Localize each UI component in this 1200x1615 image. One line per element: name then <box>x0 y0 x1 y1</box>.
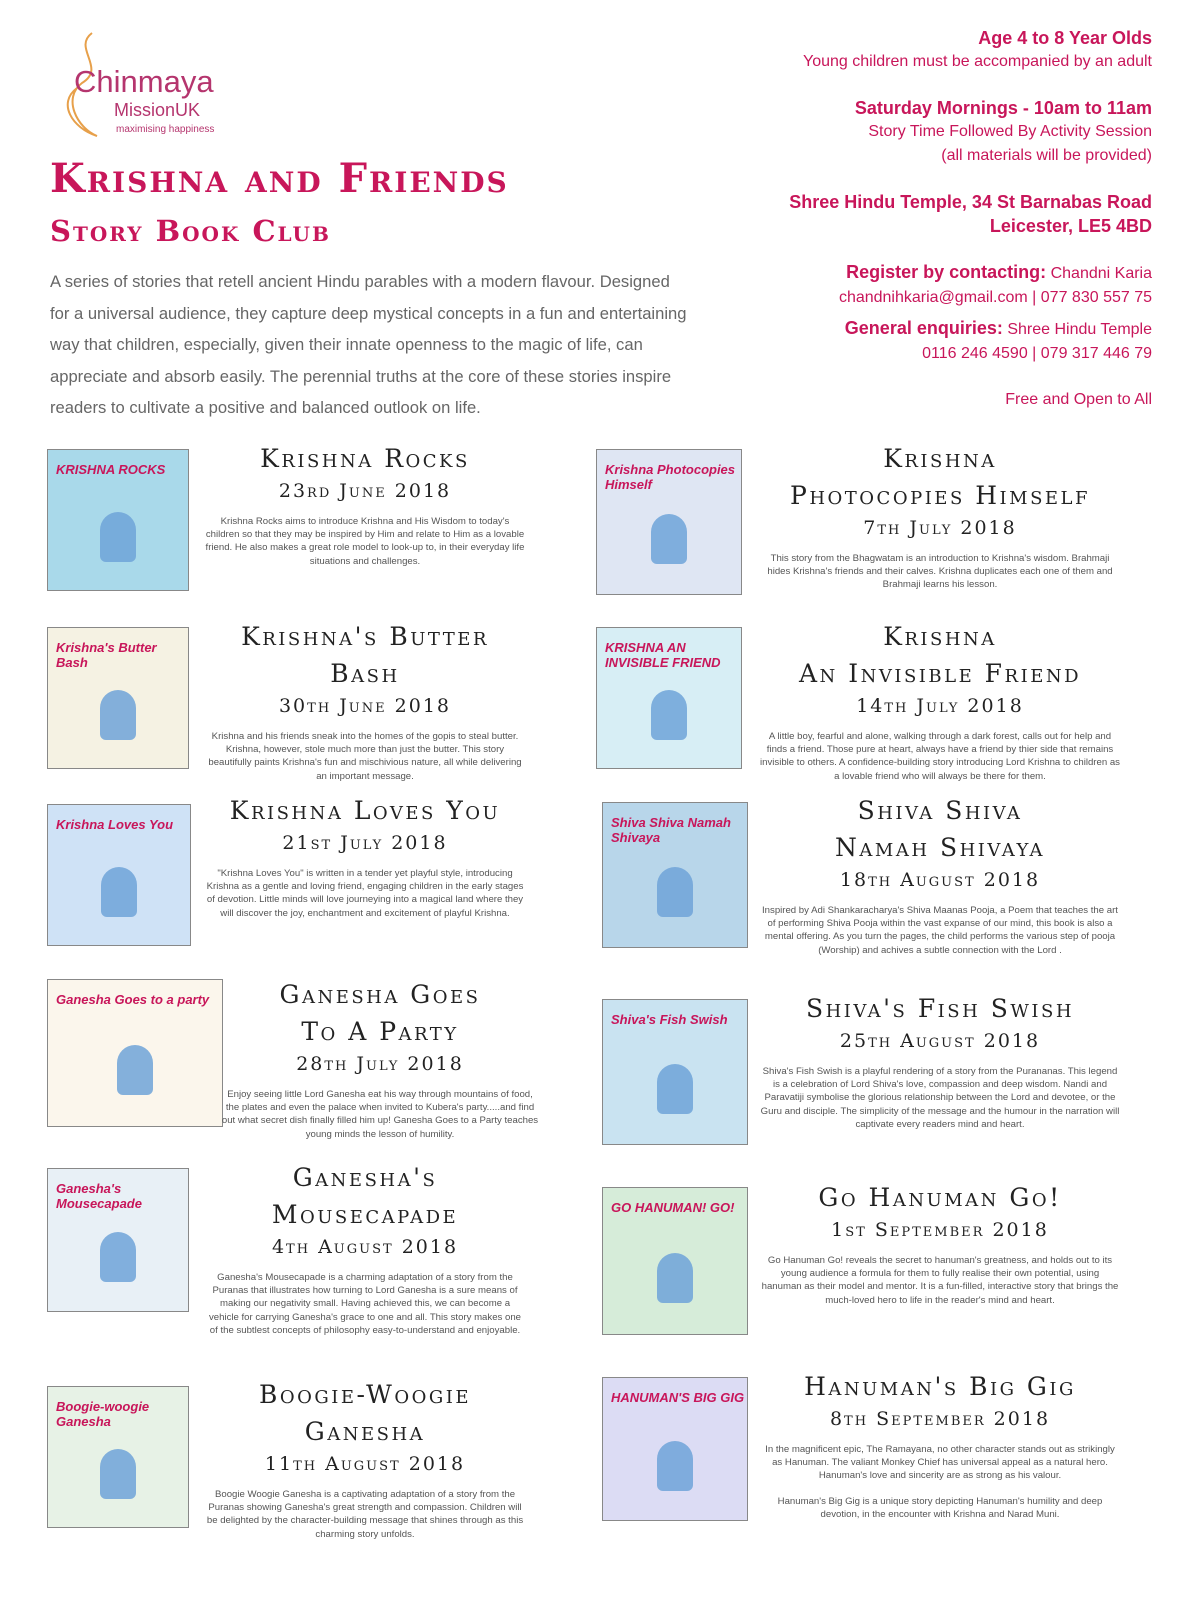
register-label: Register by contacting: <box>846 262 1047 282</box>
book-title: Hanuman's Big Gig <box>804 1372 1076 1401</box>
book-title-line-2: Photocopies Himself <box>790 481 1090 510</box>
book-date: 28th July 2018 <box>296 1053 464 1075</box>
cover-illustration <box>651 690 687 740</box>
book-cover <box>596 627 742 769</box>
book-description: Shiva's Fish Swish is a playful rendering of a story from the Purananas. This legend is a celebration of Lord Shiva's love, compassion and deep wisdom. Nandi and Paravatiji symbolise the glorious relationship between the Lord and devotee, or the Guru and disciple. The simplicity of the message and the humour in the narration will captivate every readers mind and heart. <box>760 1066 1120 1130</box>
chinmaya-logo <box>52 28 272 148</box>
book-cover-title: Shiva Shiva Namah Shivaya <box>611 815 731 845</box>
venue-line-2: Leicester, LE5 4BD <box>989 216 1152 236</box>
intro-paragraph: A series of stories that retell ancient Hindu parables with a modern flavour. Designed for a universal audience, they capture deep mystical concepts in a fun and entertaining way that children, especially, given their innate openness to the magic of life, can appreciate and absorb easily. The perennial truths at the core of these stories inspire readers to cultivate a positive and balanced outlook on life. <box>50 272 687 417</box>
book-cover <box>602 999 748 1145</box>
register-name: Chandni Karia <box>1050 265 1152 282</box>
book-title: Krishna <box>883 444 997 473</box>
book-cover <box>602 1187 748 1335</box>
book-description: "Krishna Loves You" is written in a tender yet playful style, introducing Krishna as a gentle and loving friend, engaging children in the early stages of devotion. Little minds will love journeying into a magical land where they will discover the joy, enchantment and excitement of playful Krishna. <box>206 868 524 919</box>
cover-illustration <box>651 514 687 564</box>
cover-illustration <box>100 512 136 562</box>
book-title: Krishna Rocks <box>260 444 470 473</box>
book-date: 14th July 2018 <box>856 695 1024 717</box>
cover-illustration <box>117 1045 153 1095</box>
book-cover-title: GO HANUMAN! GO! <box>611 1200 735 1215</box>
book-cover-title: HANUMAN'S BIG GIG <box>611 1390 745 1405</box>
book-cover <box>596 449 742 595</box>
book-description: Inspired by Adi Shankaracharya's Shiva Maanas Pooja, a Poem that teaches the art of performing Shiva Pooja within the vast expanse of our mind, this book is also a mental offering. As you turn the pages, the child performs the various step of pooja (Worship) and achives a subtle connection with the Lord . <box>762 905 1118 956</box>
book-entry <box>220 976 540 1141</box>
book-cover <box>47 804 191 946</box>
enquiries-label: General enquiries: <box>844 318 1003 338</box>
enquiries-phone-2: 079 317 446 79 <box>1040 345 1152 362</box>
book-title: Krishna Loves You <box>229 796 501 825</box>
cover-illustration <box>100 690 136 740</box>
book-title: Go Hanuman Go! <box>818 1183 1062 1212</box>
book-description: Krishna and his friends sneak into the homes of the gopis to steal butter. Krishna, however, stole much more than just the butter. This story beautifully paints Krishna's fun and mischivious nature, all while delivering an important message. <box>208 731 522 782</box>
book-date: 7th July 2018 <box>863 517 1017 539</box>
book-cover-title: Ganesha's Mousecapade <box>56 1181 142 1211</box>
book-entry <box>760 1368 1120 1521</box>
cover-illustration <box>657 1253 693 1303</box>
book-entry <box>760 792 1120 957</box>
book-cover <box>47 1168 189 1312</box>
separator: | <box>1032 289 1037 306</box>
book-description: Ganesha's Mousecapade is a charming adaptation of a story from the Puranas that illustrates how turning to Lord Ganesha is a sure means of making our negativity small. Having achieved this, we can become a vehicle for carrying Ganesha's grace to one and all. This story makes one of the subtlest concepts of philosophy easy-to-understand and enjoyable. <box>208 1272 521 1336</box>
cover-illustration <box>101 867 137 917</box>
register-email[interactable]: chandnihkaria@gmail.com <box>838 289 1028 306</box>
session-time: Saturday Mornings - 10am to 11am <box>854 98 1152 118</box>
separator: | <box>1032 345 1037 362</box>
book-description: In the magnificent epic, The Ramayana, no other character stands out as strikingly as Hanuman. The valiant Monkey Chief has universal appeal as a natural hero. Hanuman's love and sincerity are as strong as his valour. <box>765 1444 1115 1482</box>
book-cover <box>47 627 189 769</box>
book-entry <box>205 618 525 783</box>
book-cover-title: Shiva's Fish Swish <box>611 1012 728 1027</box>
book-entry <box>760 990 1120 1131</box>
book-title: Ganesha's <box>292 1163 438 1192</box>
book-title-line-2: An Invisible Friend <box>798 659 1082 688</box>
book-date: 18th August 2018 <box>839 869 1041 891</box>
page-subtitle: Story Book Club <box>50 214 331 248</box>
book-title-line-2: Mousecapade <box>271 1200 459 1229</box>
age-note: Young children must be accompanied by an adult <box>803 53 1152 70</box>
cover-illustration <box>657 1441 693 1491</box>
page-title: Krishna and Friends <box>50 155 509 202</box>
book-cover-title: Krishna Loves You <box>56 817 174 832</box>
book-title: Shiva Shiva <box>857 796 1023 825</box>
book-cover <box>47 1386 189 1528</box>
book-entry <box>205 792 525 920</box>
cover-illustration <box>657 867 693 917</box>
logo-tagline: maximising happiness <box>116 124 215 135</box>
book-description: Go Hanuman Go! reveals the secret to hanuman's greatness, and holds out to its young audience a formula for them to fully realise their own potential, using hanuman as their model and mentor. It is a fun-filled, interactive story that brings the much-loved hero to life in the reader's mind and heart. <box>761 1255 1119 1306</box>
book-description: This story from the Bhagwatam is an introduction to Krishna's wisdom. Brahmaji hides Krishna's friends and their calves. Krishna duplicates each one of them and Brahmaji learns his lesson. <box>767 553 1113 591</box>
book-description: A little boy, fearful and alone, walking through a dark forest, calls out for help and finds a friend. Those pure at heart, always have a friend by thier side that remains invisible to others. A confidence-building story introducing Lord Krishna to children as a lovable friend who will always be there for them. <box>760 731 1120 782</box>
event-info <box>732 26 1152 412</box>
book-date: 4th August 2018 <box>271 1236 459 1258</box>
book-entry <box>205 440 525 568</box>
book-cover <box>47 449 189 591</box>
book-date: 21st July 2018 <box>282 832 448 854</box>
enquiries-phone-1: 0116 246 4590 <box>922 345 1028 362</box>
book-date: 1st September 2018 <box>831 1219 1049 1241</box>
enquiries-name: Shree Hindu Temple <box>1007 321 1152 338</box>
book-entry <box>760 440 1120 592</box>
book-entry <box>205 1376 525 1541</box>
free-note: Free and Open to All <box>1005 391 1152 408</box>
book-cover-title: KRISHNA AN INVISIBLE FRIEND <box>605 640 721 670</box>
book-cover-title: Boogie-woogie Ganesha <box>56 1399 150 1429</box>
book-description: Enjoy seeing little Lord Ganesha eat his way through mountains of food, the plates and even the palace when invited to Kubera's party.....and find out what secret dish finally filled him up! Ganesha Goes to a Party teaches young minds the lesson of humility. <box>221 1089 539 1140</box>
logo-name: Chinmaya <box>74 64 214 99</box>
book-title: Krishna <box>883 622 997 651</box>
book-description: Boogie Woogie Ganesha is a captivating adaptation of a story from the Puranas showing Ganesha's great strength and compassion. Children will be delighted by the character-building message that shines through as this charming story unfolds. <box>206 1489 524 1540</box>
book-description-extra: Hanuman's Big Gig is a unique story depicting Hanuman's humility and deep devotion, in the encounter with Krishna and Narad Muni. <box>777 1495 1103 1520</box>
cover-illustration <box>100 1449 136 1499</box>
book-title-line-2: Namah Shivaya <box>835 833 1045 862</box>
book-entry <box>760 618 1120 783</box>
book-date: 23rd June 2018 <box>278 480 452 502</box>
venue-line-1: Shree Hindu Temple, 34 St Barnabas Road <box>789 192 1152 212</box>
book-entry <box>760 1179 1120 1307</box>
book-cover <box>602 802 748 948</box>
book-cover <box>602 1377 748 1521</box>
book-date: 8th September 2018 <box>829 1408 1051 1430</box>
book-date: 25th August 2018 <box>839 1030 1041 1052</box>
book-cover-title: Krishna Photocopies Himself <box>605 462 736 492</box>
book-cover-title: KRISHNA ROCKS <box>56 462 166 477</box>
age-range: Age 4 to 8 Year Olds <box>978 28 1152 48</box>
book-cover-title: Ganesha Goes to a party <box>56 992 210 1007</box>
book-title-line-2: Bash <box>330 659 400 688</box>
book-title-line-2: To A Party <box>301 1017 459 1046</box>
book-date: 30th June 2018 <box>278 695 452 717</box>
book-title-line-2: Ganesha <box>304 1417 426 1446</box>
book-title: Shiva's Fish Swish <box>805 994 1075 1023</box>
materials-note: (all materials will be provided) <box>941 147 1152 164</box>
book-title: Boogie-Woogie <box>259 1380 471 1409</box>
register-phone: 077 830 557 75 <box>1040 289 1152 306</box>
book-title: Krishna's Butter <box>241 622 489 651</box>
book-cover-title: Krishna's Butter Bash <box>56 640 157 670</box>
cover-illustration <box>100 1232 136 1282</box>
book-cover <box>47 979 223 1127</box>
session-note: Story Time Followed By Activity Session <box>868 123 1152 140</box>
book-entry <box>205 1159 525 1337</box>
book-date: 11th August 2018 <box>264 1453 466 1475</box>
cover-illustration <box>657 1064 693 1114</box>
logo-sub: MissionUK <box>114 100 201 120</box>
book-title: Ganesha Goes <box>279 980 481 1009</box>
book-description: Krishna Rocks aims to introduce Krishna and His Wisdom to today's children so that they may be inspired by Him and relate to Him as a lovable friend. He also makes a great role model to look-up to, in their everyday life situations and challenges. <box>205 516 525 567</box>
